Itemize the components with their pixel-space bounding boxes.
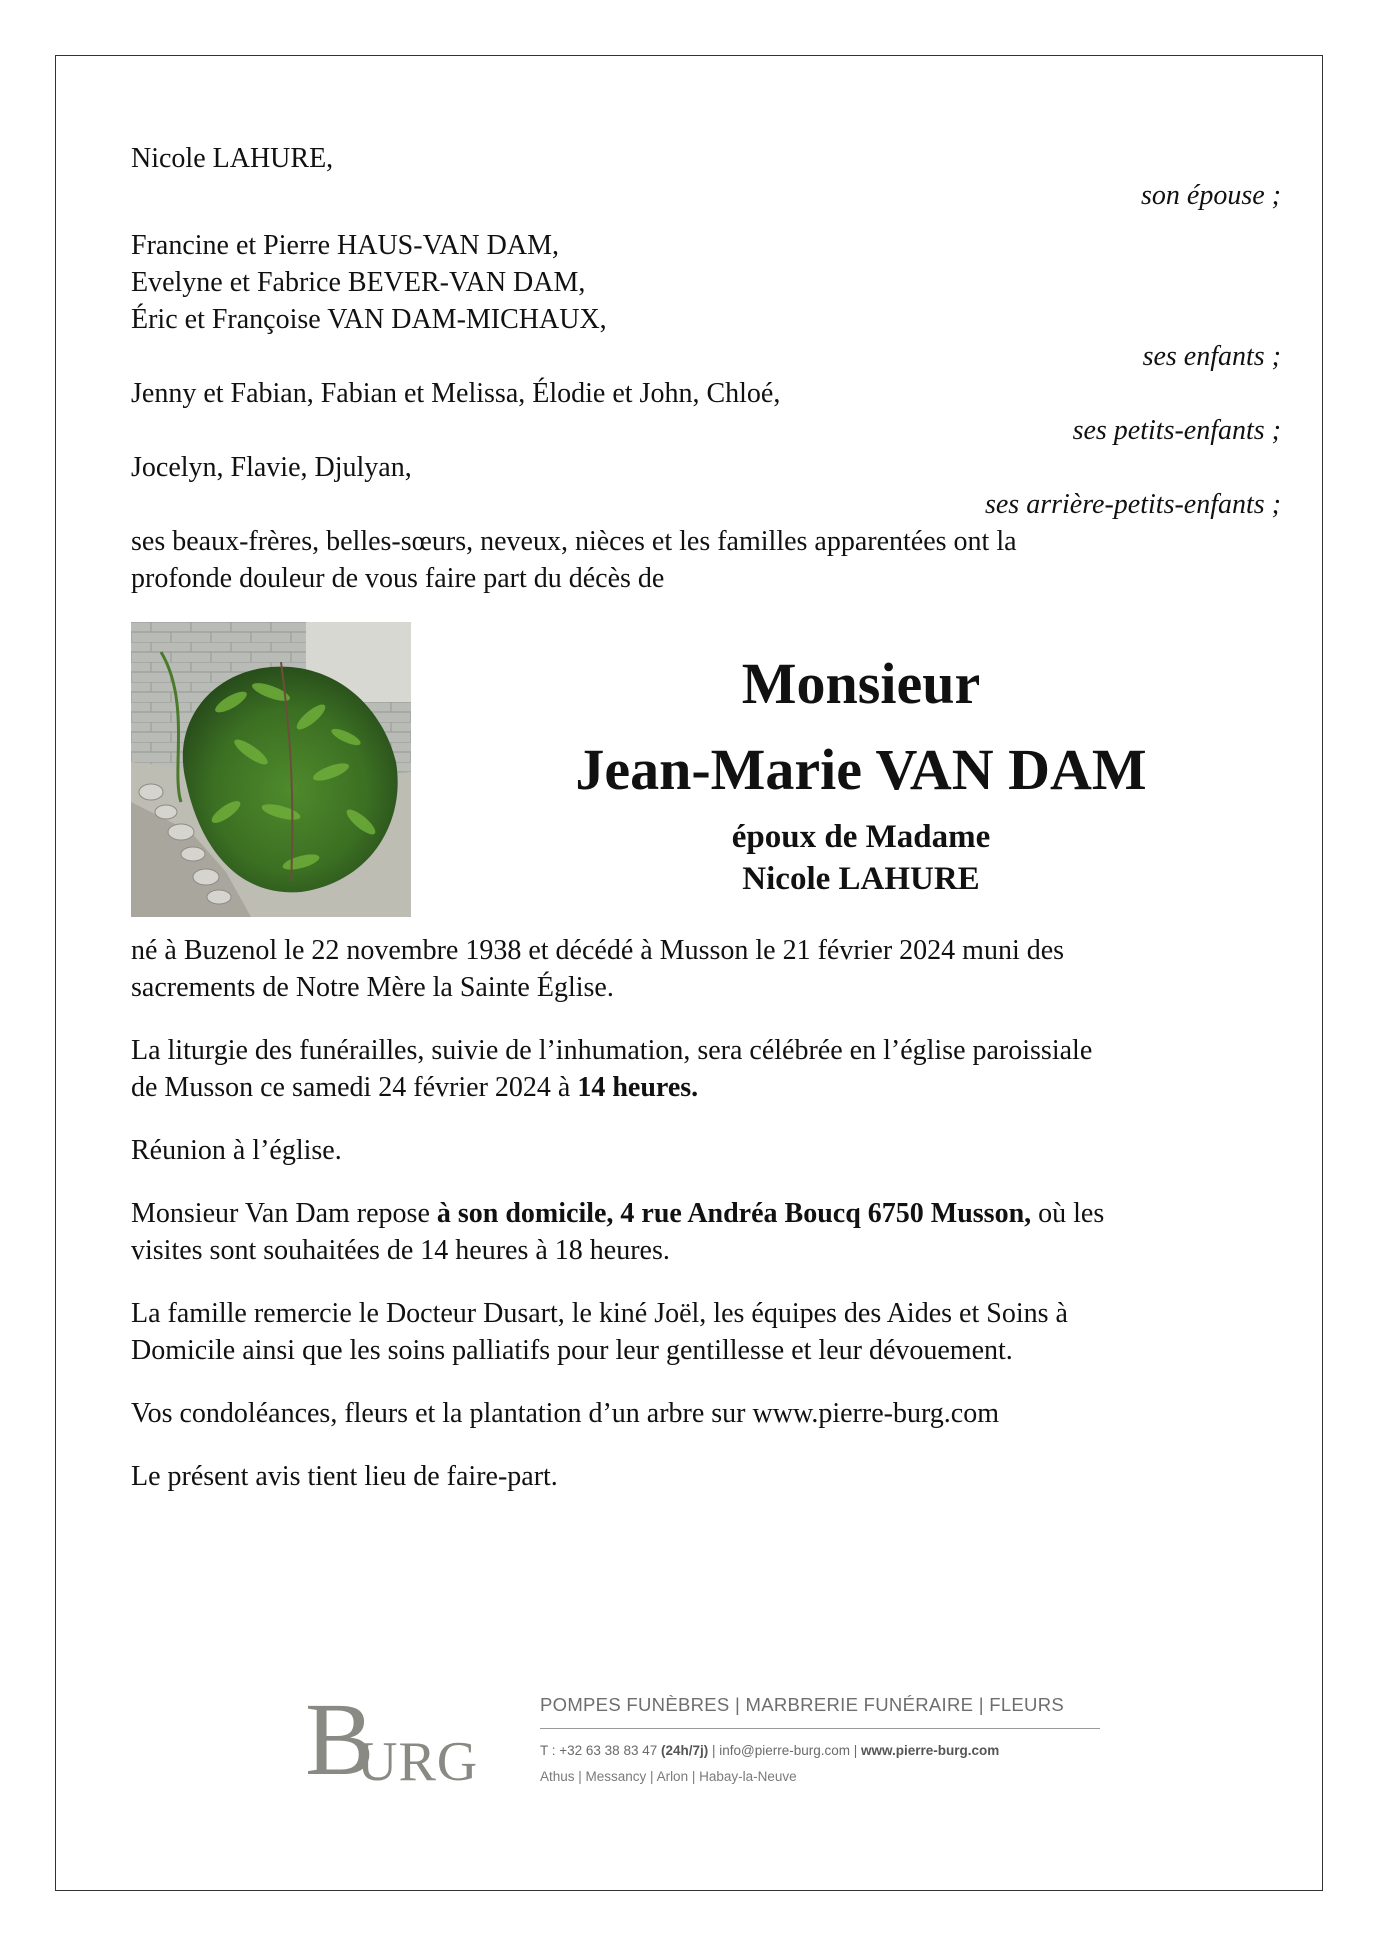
condolences-text: Vos condoléances, fleurs et la plantation d’un arbre sur www.pierre-burg.com [131, 1398, 999, 1429]
grandchildren-names: Jenny et Fabian, Fabian et Melissa, Élodie et John, Chloé, [131, 378, 781, 409]
condolences-paragraph [131, 1395, 1281, 1432]
phone-number: T : +32 63 38 83 47 [540, 1743, 661, 1758]
repose-place: à son domicile, 4 rue Andréa Boucq 6750 Musson, [436, 1198, 1032, 1229]
notice-text: Le présent avis tient lieu de faire-part. [131, 1461, 558, 1492]
child-line: Evelyne et Fabrice BEVER-VAN DAM, [131, 267, 586, 298]
notice-paragraph [131, 1458, 1281, 1495]
thanks-paragraph [131, 1295, 1281, 1369]
website-link[interactable]: www.pierre-burg.com [861, 1743, 1000, 1758]
thanks-line: La famille remercie le Docteur Dusart, le kiné Joël, les équipes des Aides et Soins à [131, 1298, 1068, 1329]
children-role: ses enfants ; [1142, 341, 1281, 372]
liturgy-line [131, 1069, 1281, 1106]
thanks-line: Domicile ainsi que les soins palliatifs pour leur gentillesse et leur dévouement. [131, 1335, 1013, 1366]
email-address: | info@pierre-burg.com | [708, 1743, 862, 1758]
logo-letter-b: B [305, 1682, 375, 1797]
obituary-content [131, 140, 1281, 1521]
contact-line [540, 1741, 1100, 1761]
reunion-paragraph [131, 1132, 1281, 1169]
birth-death-line: sacrements de Notre Mère la Sainte Église. [131, 972, 614, 1003]
deceased-relation: époux de Madame [731, 819, 991, 855]
spouse-role: son épouse ; [1141, 180, 1281, 211]
deceased-names [561, 652, 1161, 900]
spouse-name: Nicole LAHURE, [131, 143, 334, 174]
repose-line [131, 1195, 1281, 1232]
funeral-home-footer [305, 1682, 1105, 1810]
birth-death-paragraph [131, 932, 1281, 1006]
liturgy-date: de Musson ce samedi 24 février 2024 à [131, 1072, 578, 1103]
liturgy-time: 14 heures. [577, 1072, 699, 1103]
footer-info [540, 1690, 1100, 1787]
announcement-line: profonde douleur de vous faire part du décès de [131, 563, 665, 594]
repose-paragraph [131, 1195, 1281, 1269]
repose-suffix: où les [1031, 1198, 1105, 1229]
towns-list: Athus | Messancy | Arlon | Habay-la-Neuve [540, 1769, 797, 1784]
deceased-title: Monsieur [741, 651, 981, 716]
phone-hours: (24h/7j) [660, 1743, 709, 1758]
repose-line: visites sont souhaitées de 14 heures à 18 heures. [131, 1235, 670, 1266]
great-grandchildren-role: ses arrière-petits-enfants ; [984, 489, 1281, 520]
garden-plant-photo [131, 622, 411, 917]
burg-logo [305, 1682, 490, 1798]
announcement-line: ses beaux-frères, belles-sœurs, neveux, nièces et les familles apparentées ont la [131, 526, 1017, 557]
child-line: Francine et Pierre HAUS-VAN DAM, [131, 230, 559, 261]
grandchildren-role: ses petits-enfants ; [1072, 415, 1281, 446]
liturgy-line: La liturgie des funérailles, suivie de l’inhumation, sera célébrée en l’église paroissiale [131, 1035, 1093, 1066]
child-line: Éric et Françoise VAN DAM-MICHAUX, [131, 304, 607, 335]
services-list: POMPES FUNÈBRES | MARBRERIE FUNÉRAIRE | FLEURS [540, 1690, 1100, 1729]
deceased-name: Jean-Marie VAN DAM [575, 737, 1147, 802]
reunion-text: Réunion à l’église. [131, 1135, 342, 1166]
repose-prefix: Monsieur Van Dam repose [131, 1198, 437, 1229]
liturgy-paragraph [131, 1032, 1281, 1106]
birth-death-line: né à Buzenol le 22 novembre 1938 et décédé à Musson le 21 février 2024 muni des [131, 935, 1065, 966]
deceased-header [131, 622, 1281, 932]
logo-letters: URG [357, 1731, 479, 1793]
great-grandchildren-names: Jocelyn, Flavie, Djulyan, [131, 452, 412, 483]
deceased-spouse-name: Nicole LAHURE [742, 861, 980, 897]
